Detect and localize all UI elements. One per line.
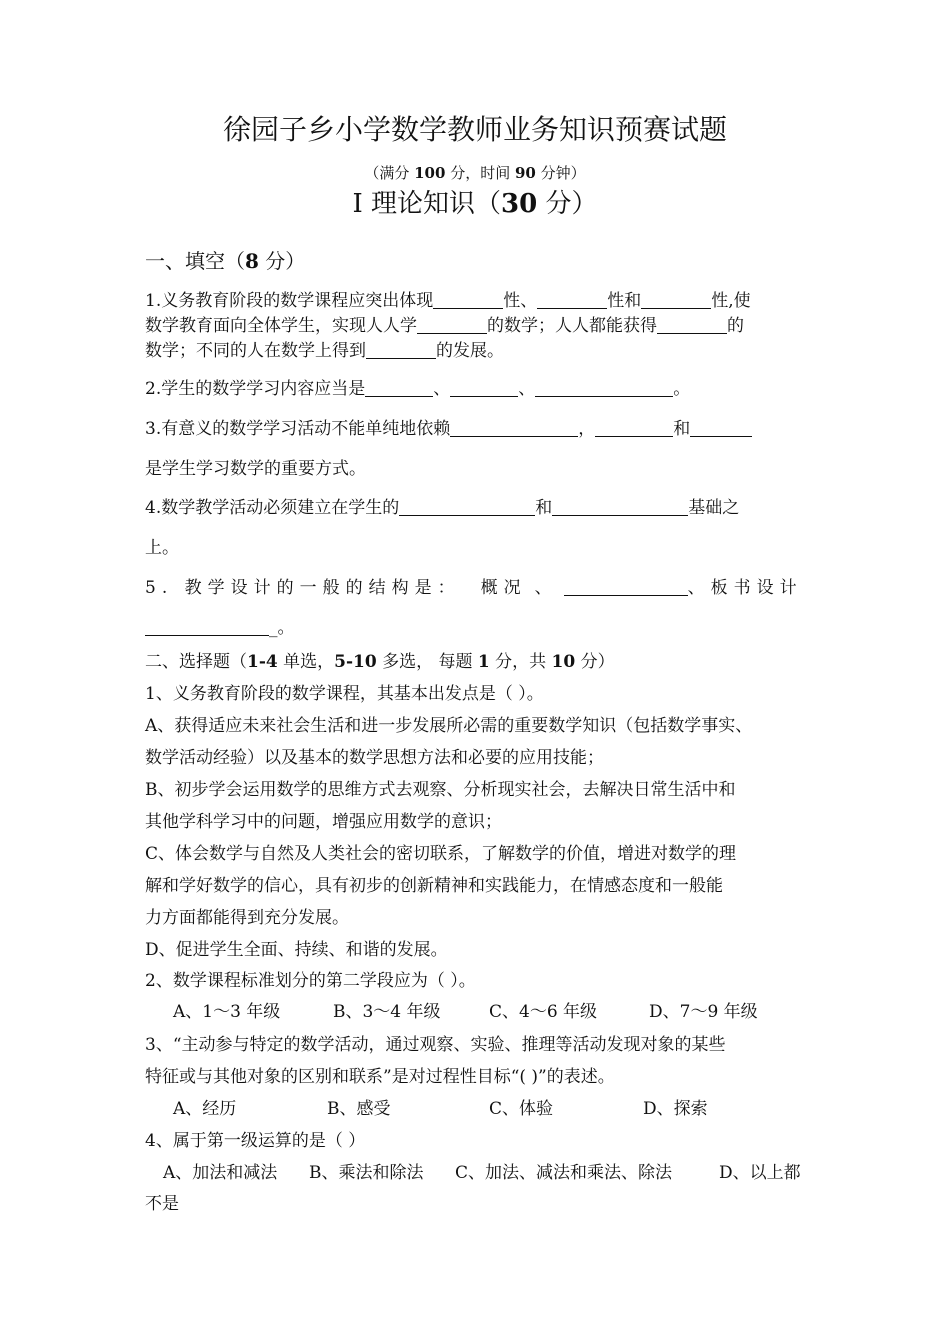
text: 的发展。 [436, 341, 504, 361]
choice-q1-option-b1: B、初步学会运用数学的思维方式去观察、分析现实社会，去解决日常生活中和 [145, 780, 736, 800]
fill-q1-line2 [145, 315, 807, 337]
fill-q4-line2: 上。 [145, 538, 179, 558]
fill-q3-line2: 是学生学习数学的重要方式。 [145, 459, 366, 479]
text: 4.数学教学活动必须建立在学生的 [145, 498, 400, 518]
choice-q1-option-c2: 解和学好数学的信心，具有初步的创新精神和实践能力，在情感态度和一般能 [145, 876, 723, 896]
text: 1 [477, 652, 490, 672]
time-limit: 90 [514, 164, 536, 182]
blank [450, 420, 578, 437]
blank [450, 380, 518, 397]
text: 、 [518, 379, 536, 399]
fill-q3-line1 [145, 418, 807, 440]
choice-q2-option: B、3～4 年级 [333, 1002, 441, 1022]
choice-q1-option-b2: 其他学科学习中的问题，增强应用数学的意识； [145, 812, 502, 832]
choice-q3-option: A、经历 [173, 1099, 237, 1119]
part-label: 分） [258, 249, 306, 273]
choice-q3-line2: 特征或与其他对象的区别和联系”是对过程性目标“( )”的表述。 [145, 1067, 615, 1087]
blank [366, 342, 436, 359]
choice-q2-option: A、1～3 年级 [173, 1002, 281, 1022]
blank [433, 292, 503, 309]
text: 和 [535, 498, 553, 518]
choice-q2-option: D、7～9 年级 [649, 1002, 758, 1022]
text: 基础之 [688, 498, 740, 518]
blank [641, 292, 711, 309]
part-score: 8 [245, 249, 259, 273]
blank [365, 380, 433, 397]
blank [399, 499, 535, 516]
text: 数学；不同的人在数学上得到 [145, 341, 366, 361]
choice-q1-option-c3: 力方面都能得到充分发展。 [145, 908, 349, 928]
part2-heading [145, 651, 807, 673]
text: 1-4 [247, 652, 278, 672]
exam-subtitle [0, 163, 950, 183]
text: 。 [673, 379, 691, 399]
text: 的 [727, 316, 744, 336]
blank [690, 420, 752, 437]
part-label: 一、填空（ [145, 249, 245, 273]
blank [657, 317, 727, 334]
choice-q3-option: B、感受 [327, 1099, 391, 1119]
text: 二、选择题（ [145, 652, 247, 672]
choice-q3-option: D、探索 [643, 1099, 708, 1119]
text: 性,使 [711, 291, 751, 311]
text: 性和 [607, 291, 642, 311]
text: 10 [551, 652, 576, 672]
text: 、 [433, 379, 451, 399]
text: 5-10 [334, 652, 377, 672]
choice-q4-option: A、加法和减法 [163, 1163, 278, 1183]
fill-q1-line3 [145, 340, 807, 362]
choice-q4: 4、属于第一级运算的是（ ） [145, 1131, 366, 1151]
choice-q1-option-c1: C、体会数学与自然及人类社会的密切联系，了解数学的价值，增进对数学的理 [145, 844, 737, 864]
fill-q4-line1 [145, 497, 807, 519]
text: 性、 [503, 291, 538, 311]
fill-q1-line1 [145, 290, 807, 312]
text: 单选， [277, 652, 335, 672]
blank [417, 317, 487, 334]
text: 分，共 [489, 652, 552, 672]
choice-q2: 2、数学课程标准划分的第二学段应为（ ）。 [145, 971, 476, 991]
blank [537, 292, 607, 309]
choice-q3-line1: 3、“主动参与特定的数学活动，通过观察、实验、推理等活动发现对象的某些 [145, 1035, 726, 1055]
choice-q4-option: C、加法、减法和乘法、除法 [455, 1163, 673, 1183]
text: 、 [534, 578, 558, 598]
fill-q5-line1 [145, 577, 807, 599]
blank [552, 499, 688, 516]
choice-q3-option: C、体验 [489, 1099, 554, 1119]
choice-q1-option-a1: A、获得适应未来社会生活和进一步发展所必需的重要数学知识（包括数学事实、 [145, 716, 753, 736]
text: 3.有意义的数学学习活动不能单纯地依赖 [145, 419, 451, 439]
text: 数学教育面向全体学生，实现人人学 [145, 316, 417, 336]
subtitle-text: （满分 [364, 164, 415, 182]
choice-q1-option-a2: 数学活动经验）以及基本的数学思想方法和必要的应用技能； [145, 748, 604, 768]
text: 分） [575, 652, 615, 672]
text: 2.学生的数学学习内容应当是 [145, 379, 366, 399]
fill-q5-line2 [145, 617, 807, 639]
text: 的数学；人人都能获得 [487, 316, 657, 336]
choice-q4-option-tail: 不是 [145, 1194, 179, 1214]
subtitle-text: 分钟） [535, 164, 586, 182]
fill-q2 [145, 378, 807, 400]
subtitle-text: 分，时间 [445, 164, 515, 182]
choice-q1-option-d: D、促进学生全面、持续、和谐的发展。 [145, 940, 448, 960]
text: 1.义务教育阶段的数学课程应突出体现 [145, 291, 434, 311]
text: 、板书设计 [687, 578, 803, 598]
choice-q2-option: C、4～6 年级 [489, 1002, 598, 1022]
text: 5. 教学设计的一般的结构是： [145, 578, 461, 598]
full-score: 100 [414, 164, 446, 182]
blank [535, 380, 673, 397]
choice-q4-option: B、乘法和除法 [309, 1163, 424, 1183]
section-score: 30 [501, 189, 538, 219]
blank [564, 579, 688, 596]
section-heading [0, 186, 950, 222]
blank [595, 420, 673, 437]
text: 多选， 每题 [376, 652, 478, 672]
section-label: 分） [537, 189, 598, 219]
text: ， [578, 419, 596, 439]
text: 和 [673, 419, 691, 439]
choice-q4-option: D、以上都 [719, 1163, 801, 1183]
part1-heading [145, 248, 305, 274]
text: _。 [269, 618, 295, 638]
text: 概况 [480, 578, 527, 598]
choice-q1: 1、义务教育阶段的数学课程，其基本出发点是（ ）。 [145, 684, 544, 704]
exam-title: 徐园子乡小学数学教师业务知识预赛试题 [222, 113, 727, 146]
section-label: Ⅰ 理论知识（ [352, 189, 502, 219]
blank [145, 619, 269, 636]
